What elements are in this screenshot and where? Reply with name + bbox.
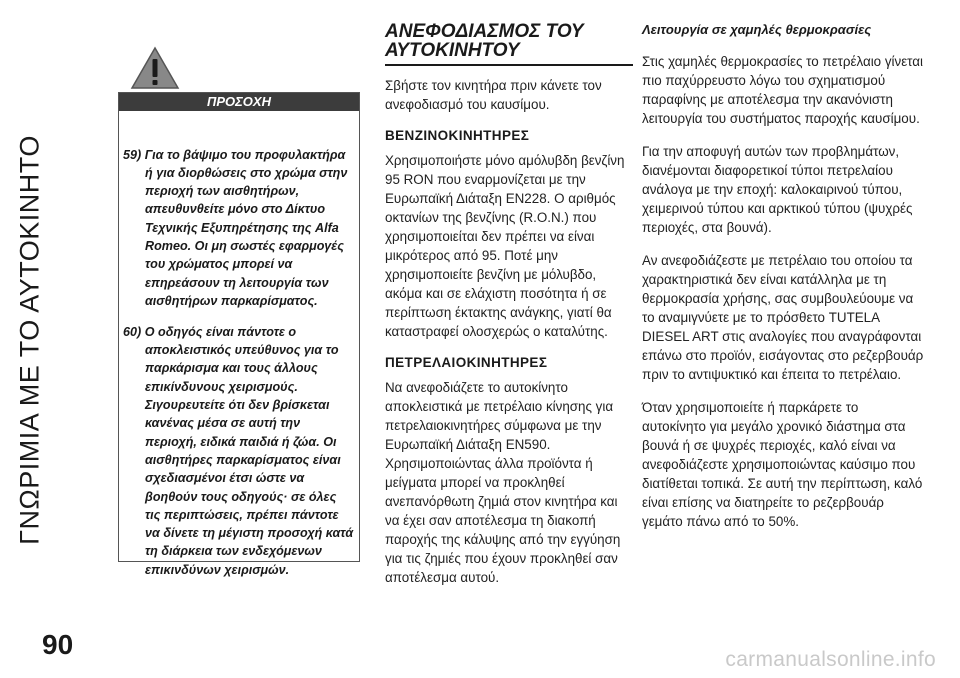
middle-column [385, 22, 633, 601]
warning-triangle-icon [130, 46, 180, 90]
petrol-engines-heading: ΒΕΝΖΙΝΟΚΙΝΗΤΗΡΕΣ [385, 128, 530, 143]
petrol-engines-text: Χρησιμοποιήστε μόνο αμόλυβδη βενζίνη 95 RON που εναρμονίζεται με την Ευρωπαϊκή Διάταξη EN228. Ο αριθμός οκτανίων της βενζίνης (R.O.N.) που χρησιμοποιείται δεν πρέπει να είναι μικρότερος από 95. Ποτέ μην χρησιμοποιείτε βενζίνη με μόλυβδο, ακόμα και σε ελάχιστη ποσότητα ή σε περίπτωση έκτακτης ανάγκης, γιατί θα καταστραφεί ολοσχερώς ο καταλύτης. [385, 153, 625, 339]
low-temp-paragraph: Για την αποφυγή αυτών των προβλημάτων, διανέμονται διαφορετικοί τύποι πετρελαίου ανάλογα με την εποχή: καλοκαιρινού τύπου, χειμερινού τύπου και αρκτικού τύπου (ψυχρές περιοχές, στα βουνά). [642, 144, 913, 235]
side-chapter-title: ΓΝΩΡΙΜΙΑ ΜΕ ΤΟ ΑΥΤΟΚΙΝΗΤΟ [14, 135, 45, 545]
page-number: 90 [42, 629, 74, 660]
low-temp-paragraph: Στις χαμηλές θερμοκρασίες το πετρέλαιο γίνεται πιο παχύρρευστο λόγω του σχηματισμού παραφίνης με αποτέλεσμα την ακανόνιστη λειτουργία του συστήματος παροχής καυσίμου. [642, 54, 923, 126]
warning-header: ΠΡΟΣΟΧΗ [119, 93, 359, 111]
warning-item-60: 60) Ο οδηγός είναι πάντοτε ο αποκλειστικός υπεύθυνος για το παρκάρισμα και τους άλλους επικίνδυνους χειρισμούς. Σιγουρευτείτε ότι δεν βρίσκεται κανένας μέσα σε αυτή την περιοχή, ειδικά παιδιά ή ζώα. Οι αισθητήρες παρκαρίσματος είναι σχεδιασμένοι έτσι ώστε να βοηθούν τους οδηγούς· σε όλες τις περιπτώσεις, πρέπει πάντοτε να δίνετε τη μέγιστη προσοχή κατά τη διάρκεια των ενδεχόμενων επικινδύνων χειρισμών. [123, 324, 354, 577]
warning-item-59: 59) Για το βάψιμο του προφυλακτήρα ή για διορθώσεις στο χρώμα στην περιοχή των αισθητήρων, απευθυνθείτε μόνο στο Δίκτυο Τεχνικής Εξυπηρέτησης της Alfa Romeo. Οι μη σωστές εφαρμογές του χρώματος μπορεί να επηρεάσουν τη λειτουργία των αισθητήρων παρκαρίσματος. [123, 147, 348, 308]
refuelling-heading: ΑΝΕΦΟΔΙΑΣΜΟΣ ΤΟΥ ΑΥΤΟΚΙΝΗΤΟΥ [385, 22, 633, 66]
watermark: carmanualsonline.info [725, 648, 936, 671]
low-temperature-heading: Λειτουργία σε χαμηλές θερμοκρασίες [642, 22, 872, 37]
diesel-engines-heading: ΠΕΤΡΕΛΑΙΟΚΙΝΗΤΗΡΕΣ [385, 355, 548, 370]
warning-list [123, 133, 355, 579]
low-temp-paragraph: Όταν χρησιμοποιείτε ή παρκάρετε το αυτοκίνητο για μεγάλο χρονικό διάστημα στα βουνά ή σε ψυχρές περιοχές, καλό είναι να ανεφοδιάζεστε χρησιμοποιώντας καύσιμο που διατίθεται τοπικά. Σε αυτή την περίπτωση, καλό είναι επίσης να διατηρείτε το ρεζερβουάρ γεμάτο πάνω από το 50%. [642, 400, 923, 529]
diesel-engines-text: Να ανεφοδιάζετε το αυτοκίνητο αποκλειστικά με πετρέλαιο κίνησης για πετρελαιοκινητήρες σύμφωνα με την Ευρωπαϊκή Διάταξη EN590. Χρησιμοποιώντας άλλα προϊόντα ή μείγματα μπορεί να προκληθεί ανεπανόρθωτη ζημιά στον κινητήρα και να έχει σαν αποτέλεσμα τη διακοπή παροχής της κάλυψης από την εγγύηση για τις ζημιές που έχουν προκληθεί σαν αποτέλεσμα αυτού. [385, 380, 621, 585]
warning-box [118, 92, 360, 577]
refuelling-intro: Σβήστε τον κινητήρα πριν κάνετε τον ανεφοδιασμό του καυσίμου. [385, 78, 602, 112]
right-column [642, 22, 924, 545]
low-temp-paragraph: Αν ανεφοδιάζεστε με πετρέλαιο του οποίου τα χαρακτηριστικά δεν είναι κατάλληλα με τη θερμοκρασία χρήσης, σας συμβουλεύουμε να το αναμιγνύετε με το πρόσθετο TUTELA DIESEL ART στις αναλογίες που αναγράφονται επάνω στο προϊόν, εισάγοντας στο ρεζερβουάρ πριν το αντιψυκτικό και έπειτα το πετρέλαιο. [642, 253, 924, 382]
